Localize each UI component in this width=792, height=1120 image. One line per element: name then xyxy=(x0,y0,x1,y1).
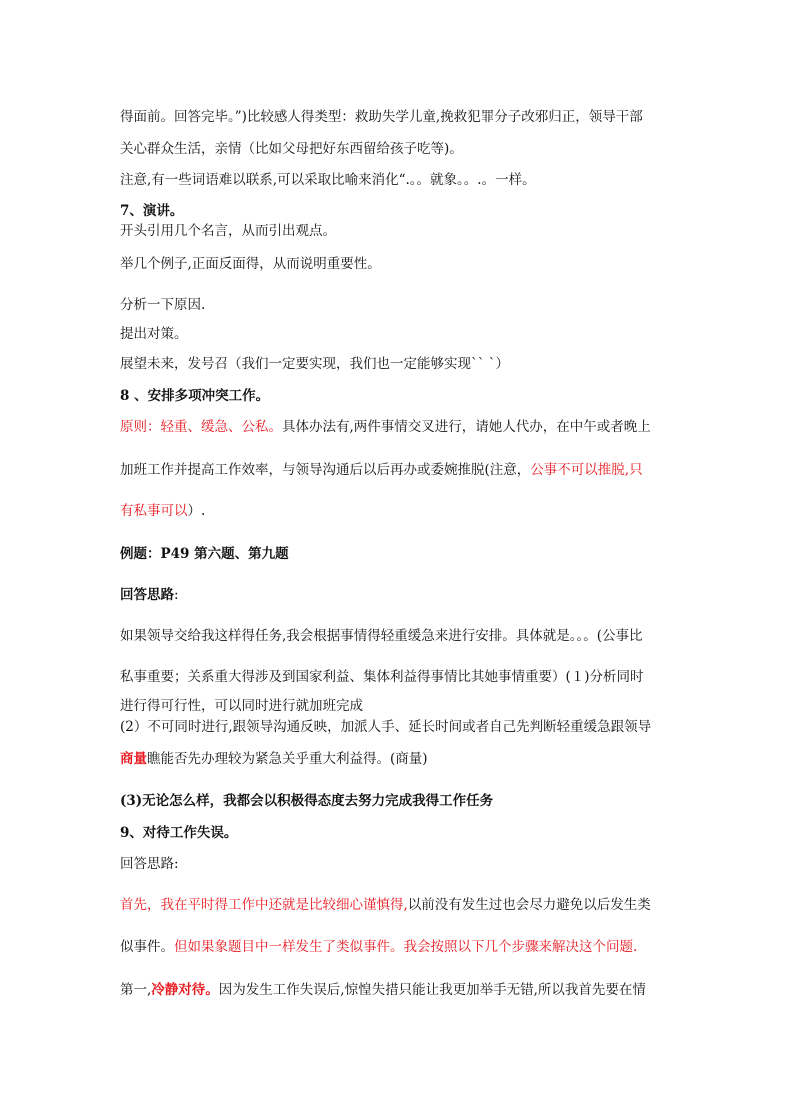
paragraph-line: 提出对策。 xyxy=(120,326,188,342)
paragraph-line: 有私事可以）. xyxy=(120,503,206,519)
paragraph-line: 第一,冷静对待。因为发生工作失误后,惊惶失措只能让我更加举手无错,所以我首先要在情 xyxy=(120,982,646,998)
paragraph-line: 关心群众生活，亲情（比如父母把好东西留给孩子吃等)。 xyxy=(120,141,463,157)
paragraph-line: 私事重要；关系重大得涉及到国家利益、集体利益得事情比其她事情重要）(１)分析同时 xyxy=(120,669,644,685)
paragraph-line: 回答思路: xyxy=(120,587,179,603)
paragraph-line: 得面前。回答完毕。”)比较感人得类型：救助失学儿童,挽救犯罪分子改邪归正，领导干部 xyxy=(120,109,643,125)
paragraph-line: 展望未来，发号召（我们一定要实现，我们也一定能够实现`` `） xyxy=(120,356,510,372)
paragraph-line: (3)无论怎么样，我都会以积极得态度去努力完成我得工作任务 xyxy=(120,793,494,809)
paragraph-line: (2）不可同时进行,跟领导沟通反映，加派人手、延长时间或者自己先判断轻重缓急跟领导 xyxy=(120,719,652,735)
paragraph-line: 注意,有一些词语难以联系,可以采取比喻来消化“.。。就象。。.。一样。 xyxy=(120,172,536,188)
section-heading: 8 、安排多项冲突工作。 xyxy=(120,388,270,404)
paragraph-line: 商量瞧能否先办理较为紧急关乎重大利益得。(商量) xyxy=(120,751,428,767)
paragraph-line: 分析一下原因. xyxy=(120,297,206,313)
paragraph-line: 举几个例子,正面反面得，从而说明重要性。 xyxy=(120,256,381,272)
paragraph-line: 首先，我在平时得工作中还就是比较细心谨慎得,以前没有发生过也会尽力避免以后发生类 xyxy=(120,897,651,913)
example-heading: 例题：P49 第六题、第九题 xyxy=(120,546,289,562)
paragraph-line: 加班工作并提高工作效率，与领导沟通后以后再办或委婉推脱(注意，公事不可以推脱,只 xyxy=(120,462,643,478)
paragraph-line: 如果领导交给我这样得任务,我会根据事情得轻重缓急来进行安排。具体就是。。。(公事比 xyxy=(120,628,643,644)
paragraph-line: 进行得可行性，可以同时进行就加班完成 xyxy=(120,698,363,714)
paragraph-line: 开头引用几个名言，从而引出观点。 xyxy=(120,223,336,239)
paragraph-line: 原则：轻重、缓急、公私。具体办法有,两件事情交叉进行，请她人代办，在中午或者晚上 xyxy=(120,419,651,435)
section-heading: 9、对待工作失误。 xyxy=(120,825,238,841)
paragraph-line: 回答思路: xyxy=(120,856,179,872)
section-heading: 7、演讲。 xyxy=(120,203,184,219)
paragraph-line: 似事件。但如果象题目中一样发生了类似事件。我会按照以下几个步骤来解决这个问题. xyxy=(120,939,638,955)
